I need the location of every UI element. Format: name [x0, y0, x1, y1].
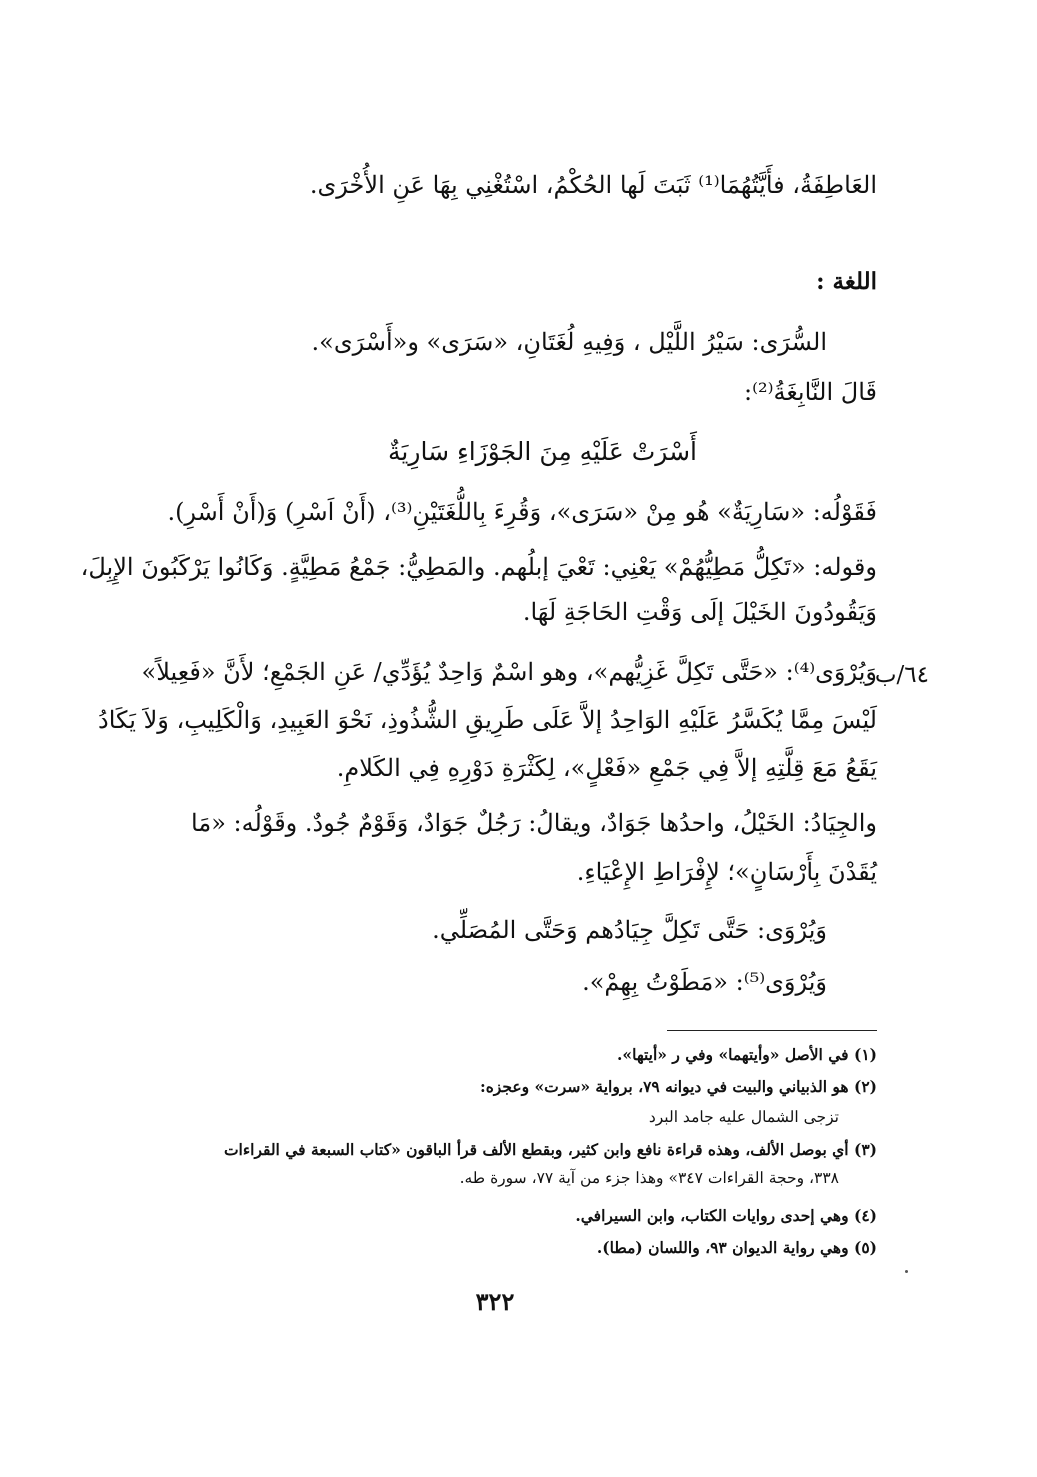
body-line-11: يُقَدْنَ بِأَرْسَانٍ»؛ لإِفْرَاطِ الإِعْيَاءِ.	[576, 858, 877, 886]
body-line-4: فَقَوْلُه: «سَارِيَةٌ» هُو مِنْ «سَرَى»، وَقُرِءَ بِاللُّغَتَيْنِ⁽³⁾، (أَنْ اَسْرِ) وَ(أَنْ أَسْرِ).	[167, 498, 877, 526]
body-line-3: قَالَ النَّابِغَةُ⁽²⁾:	[743, 378, 877, 406]
scan-speck	[905, 1270, 908, 1273]
body-line-8: لَيْسَ مِمَّا يُكَسَّرُ عَلَيْهِ الوَاحِدُ إلاَّ عَلَى طَرِيقِ الشُّذُوذِ، نَحْوَ العَبِيدِ، وَالْكَلِيبِ، وَلاَ يَكَادُ	[98, 706, 877, 734]
footnote-3-continued: ٣٣٨، وحجة القراءات ٣٤٧» وهذا جزء من آية ٧٧، سورة طه.	[459, 1169, 839, 1187]
footnote-3: (٣) أي بوصل الألف، وهذه قراءة نافع وابن كثير، وبقطع الألف قرأ الباقون «كتاب السبعة في القراءات	[223, 1140, 877, 1159]
footnote-2: (٢) هو الذبياني والبيت في ديوانه ٧٩، برواية «سرت» وعجزه:	[479, 1077, 877, 1096]
section-heading: اللغة :	[816, 268, 877, 295]
body-line-1: العَاطِفَةُ، فأَيَّتُهُمَا⁽¹⁾ ثَبَتَ لَها الحُكْمُ، اسْتُغْنِي بِهَا عَنِ الأُخْرَى.	[309, 171, 877, 199]
body-line-6: وَيَقُودُونَ الخَيْلَ إلَى وَقْتِ الحَاجَةِ لَهَا.	[522, 598, 877, 626]
body-line-7: وَيُرْوَى⁽⁴⁾: «حَتَّى تَكِلَّ غَزِيُّهم»، وهو اسْمٌ وَاحِدٌ يُؤَدِّي/ عَنِ الجَمْعِ؛ لأَنَّ «فَعِيلاً»	[141, 658, 877, 686]
body-line-9: يَقَعُ مَعَ قِلَّتِهِ إلاَّ فِي جَمْعِ «فَعْلٍ»، لِكَثْرَةِ دَوْرِهِ فِي الكَلامِ.	[336, 754, 877, 782]
page-number: ٣٢٢	[475, 1287, 515, 1316]
body-line-13: وَيُرْوَى⁽⁵⁾: «مَطَوْتُ بِهِمْ».	[582, 968, 827, 996]
margin-reference: ٦٤/ب	[874, 662, 929, 688]
body-line-12: وَيُرْوَى: حَتَّى تَكِلَّ جِيَادُهم وَحَتَّى المُصَلِّي.	[432, 916, 827, 944]
body-line-2: السُّرَى: سَيْرُ اللَّيْل ، وَفِيهِ لُغَتَانِ، «سَرَى» و«أَسْرَى».	[311, 328, 827, 356]
body-line-10: والجِيَادُ: الخَيْلُ، واحدُها جَوَادٌ، ويقالُ: رَجُلٌ جَوَادٌ، وَقَوْمٌ جُودٌ. وقَوْلُه: «مَا	[191, 809, 877, 837]
body-line-5: وقوله: «تَكِلُّ مَطِيُّهُمْ» يَعْنِي: تَعْيَ إبلُهم. والمَطِيُّ: جَمْعُ مَطِيَّةٍ. وَكَانُوا يَرْكَبُونَ الإِبِلَ،	[80, 553, 877, 581]
footnote-divider	[667, 1030, 877, 1031]
poem-verse: أَسْرَتْ عَلَيْهِ مِنَ الجَوْزَاءِ سَارِيَةٌ	[388, 437, 697, 466]
footnote-4: (٤) وهي إحدى روايات الكتاب، وابن السيرافي.	[575, 1206, 877, 1225]
footnote-5: (٥) وهي رواية الديوان ٩٣، واللسان (مطا).	[596, 1238, 877, 1257]
footnote-2-verse: تزجى الشمال عليه جامد البرد	[648, 1108, 839, 1126]
footnote-1: (١) في الأصل «وأيتهما» وفي ر «أيتها».	[617, 1045, 877, 1064]
